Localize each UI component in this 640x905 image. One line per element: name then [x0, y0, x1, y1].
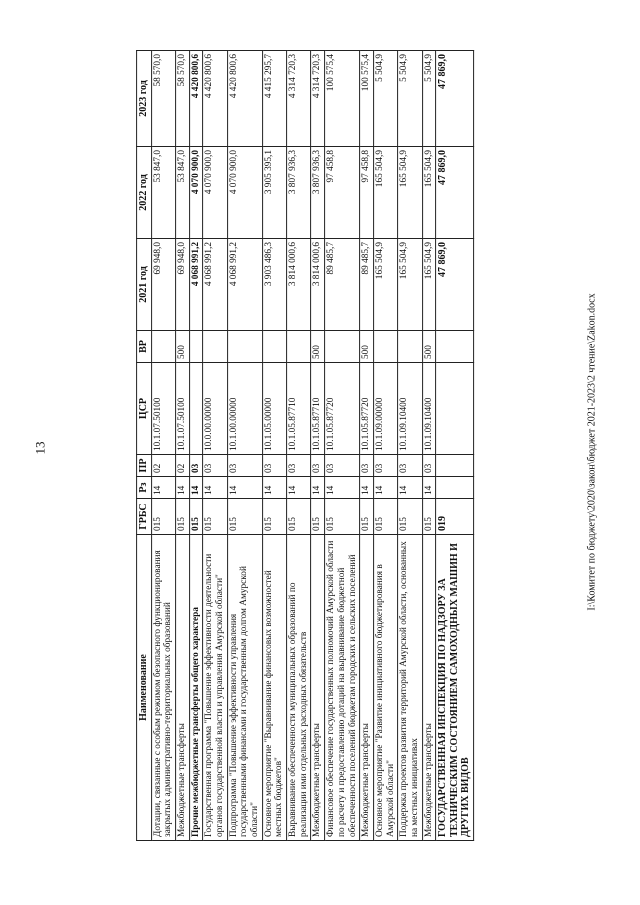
cell-y2023: 4 420 800,6: [203, 51, 227, 147]
cell-rz: 14: [422, 477, 436, 499]
cell-y2021: 165 504,9: [373, 239, 397, 331]
cell-rz: 14: [311, 477, 325, 499]
cell-y2021: 4 068 991,2: [189, 239, 203, 331]
cell-y2022: 53 847,0: [175, 147, 189, 239]
cell-pr: 03: [311, 455, 325, 477]
cell-grbs: 015: [311, 499, 325, 535]
budget-table: [136, 50, 474, 841]
cell-y2023: 5 504,9: [373, 51, 397, 147]
cell-y2022: 3 807 936,3: [311, 147, 325, 239]
cell-grbs: 019: [436, 499, 474, 535]
cell-grbs: 015: [398, 499, 422, 535]
cell-y2023: 4 314 720,3: [311, 51, 325, 147]
cell-name: Межбюджетные трансферты: [422, 535, 436, 841]
cell-csr: 10.1.05.87720: [325, 363, 360, 455]
cell-y2022: 97 458,8: [325, 147, 360, 239]
cell-rz: 14: [373, 477, 397, 499]
table-row: [373, 51, 397, 841]
cell-y2021: 165 504,9: [398, 239, 422, 331]
budget-table-wrapper: [136, 51, 474, 841]
cell-y2021: 165 504,9: [422, 239, 436, 331]
cell-y2022: 3 807 936,3: [287, 147, 311, 239]
cell-grbs: 015: [325, 499, 360, 535]
cell-y2022: 53 847,0: [151, 147, 175, 239]
cell-rz: 14: [227, 477, 262, 499]
cell-grbs: 015: [373, 499, 397, 535]
cell-name: Выравнивание обеспеченности муниципальных образований по реализации ими отдельных расходных обязательств: [287, 535, 311, 841]
cell-rz: 14: [325, 477, 360, 499]
table-row: [203, 51, 227, 841]
cell-grbs: 015: [203, 499, 227, 535]
cell-name: Межбюджетные трансферты: [360, 535, 374, 841]
cell-y2023: 5 504,9: [398, 51, 422, 147]
cell-y2022: 3 905 395,1: [262, 147, 286, 239]
header-2023: 2023 год: [137, 51, 152, 147]
cell-y2023: 4 415 295,7: [262, 51, 286, 147]
cell-csr: 10.0.00.00000: [203, 363, 227, 455]
table-row: [227, 51, 262, 841]
cell-y2023: 58 570,0: [151, 51, 175, 147]
cell-name: Дотации, связанные с особым режимом безопасного функционирования закрытых административно-территориальных образований: [151, 535, 175, 841]
cell-grbs: 015: [422, 499, 436, 535]
cell-y2021: 69 948,0: [151, 239, 175, 331]
cell-y2021: 3 903 486,3: [262, 239, 286, 331]
table-row: [325, 51, 360, 841]
cell-rz: 14: [175, 477, 189, 499]
header-rz: Рз: [137, 477, 152, 499]
table-header-row: [137, 51, 152, 841]
cell-pr: 02: [151, 455, 175, 477]
cell-grbs: 015: [360, 499, 374, 535]
cell-csr: [189, 363, 203, 455]
cell-grbs: 015: [151, 499, 175, 535]
footer-file-path: I:\Комитет по бюджету\2020\закон\бюджет 2021-2023\2 чтение\Zakon.docx: [586, 293, 598, 611]
cell-y2023: 47 869,0: [436, 51, 474, 147]
table-body: [151, 51, 473, 841]
cell-y2022: 4 070 900,0: [203, 147, 227, 239]
cell-csr: 10.1.09.10400: [398, 363, 422, 455]
cell-csr: 10.1.09.10400: [422, 363, 436, 455]
cell-y2023: 4 420 800,6: [189, 51, 203, 147]
header-2022: 2022 год: [137, 147, 152, 239]
cell-csr: [436, 363, 474, 455]
cell-y2021: 3 814 000,6: [311, 239, 325, 331]
cell-csr: 10.1.05.87710: [311, 363, 325, 455]
cell-pr: 03: [360, 455, 374, 477]
cell-grbs: 015: [262, 499, 286, 535]
table-row: [436, 51, 474, 841]
cell-csr: 10.1.00.00000: [227, 363, 262, 455]
cell-y2021: 3 814 000,6: [287, 239, 311, 331]
cell-vr: 500: [175, 331, 189, 363]
cell-csr: 10.1.05.87710: [287, 363, 311, 455]
cell-vr: [436, 331, 474, 363]
header-grbs: ГРБС: [137, 499, 152, 535]
header-csr: ЦСР: [137, 363, 152, 455]
cell-vr: [227, 331, 262, 363]
cell-pr: 03: [189, 455, 203, 477]
cell-y2022: 4 070 900,0: [189, 147, 203, 239]
cell-name: Основное мероприятие "Выравнивание финансовых возможностей местных бюджетов": [262, 535, 286, 841]
cell-name: Прочие межбюджетные трансферты общего характера: [189, 535, 203, 841]
header-pr: ПР: [137, 455, 152, 477]
cell-y2021: 4 068 991,2: [203, 239, 227, 331]
cell-name: Государственная программа "Повышение эффективности деятельности органов государственной власти и управления Амурской области": [203, 535, 227, 841]
cell-name: Межбюджетные трансферты: [175, 535, 189, 841]
cell-pr: 03: [287, 455, 311, 477]
cell-csr: 10.1.07.50100: [151, 363, 175, 455]
cell-y2022: 47 869,0: [436, 147, 474, 239]
cell-name: Подпрограмма "Повышение эффективности управления государственными финансами и государственным долгом Амурской области": [227, 535, 262, 841]
header-name: Наименование: [137, 535, 152, 841]
page-number: 13: [32, 441, 48, 455]
table-row: [287, 51, 311, 841]
cell-y2023: 5 504,9: [422, 51, 436, 147]
cell-y2023: 4 420 800,6: [227, 51, 262, 147]
cell-vr: [398, 331, 422, 363]
cell-y2023: 100 575,4: [325, 51, 360, 147]
table-row: [175, 51, 189, 841]
table-row: [398, 51, 422, 841]
cell-vr: [262, 331, 286, 363]
cell-y2022: 165 504,9: [398, 147, 422, 239]
cell-y2022: 165 504,9: [373, 147, 397, 239]
cell-csr: 10.1.07.50100: [175, 363, 189, 455]
cell-pr: 03: [325, 455, 360, 477]
cell-rz: 14: [360, 477, 374, 499]
table-row: [189, 51, 203, 841]
cell-csr: 10.1.05.87720: [360, 363, 374, 455]
cell-vr: [325, 331, 360, 363]
table-row: [151, 51, 175, 841]
header-2021: 2021 год: [137, 239, 152, 331]
cell-rz: [436, 477, 474, 499]
cell-vr: [287, 331, 311, 363]
cell-vr: 500: [360, 331, 374, 363]
cell-vr: 500: [422, 331, 436, 363]
cell-y2023: 100 575,4: [360, 51, 374, 147]
cell-rz: 14: [189, 477, 203, 499]
cell-y2021: 89 485,7: [360, 239, 374, 331]
cell-grbs: 015: [175, 499, 189, 535]
cell-name: Финансовое обеспечение государственных полномочий Амурской области по расчету и предоставлению дотаций на выравнивание бюджетной обеспеченности поселений бюджетам городских и сельских поселений: [325, 535, 360, 841]
cell-pr: 03: [203, 455, 227, 477]
cell-y2022: 97 458,8: [360, 147, 374, 239]
cell-y2021: 4 068 991,2: [227, 239, 262, 331]
cell-y2023: 4 314 720,3: [287, 51, 311, 147]
cell-grbs: 015: [227, 499, 262, 535]
cell-vr: [189, 331, 203, 363]
cell-name: Межбюджетные трансферты: [311, 535, 325, 841]
cell-vr: [373, 331, 397, 363]
cell-pr: 03: [422, 455, 436, 477]
cell-pr: 02: [175, 455, 189, 477]
cell-rz: 14: [398, 477, 422, 499]
cell-grbs: 015: [287, 499, 311, 535]
cell-y2021: 89 485,7: [325, 239, 360, 331]
cell-y2021: 69 948,0: [175, 239, 189, 331]
cell-name: Поддержка проектов развития территорий Амурской области, основанных на местных инициативах: [398, 535, 422, 841]
header-vr: ВР: [137, 331, 152, 363]
table-row: [360, 51, 374, 841]
cell-y2023: 58 570,0: [175, 51, 189, 147]
cell-grbs: 015: [189, 499, 203, 535]
cell-csr: 10.1.09.00000: [373, 363, 397, 455]
cell-rz: 14: [287, 477, 311, 499]
table-row: [422, 51, 436, 841]
cell-name: Основное мероприятие "Развитие инициативного бюджетирования в Амурской области": [373, 535, 397, 841]
cell-rz: 14: [203, 477, 227, 499]
cell-vr: 500: [311, 331, 325, 363]
cell-pr: 03: [227, 455, 262, 477]
cell-pr: 03: [398, 455, 422, 477]
table-row: [311, 51, 325, 841]
cell-name: ГОСУДАРСТВЕННАЯ ИНСПЕКЦИЯ ПО НАДЗОРУ ЗА ТЕХНИЧЕСКИМ СОСТОЯНИЕМ САМОХОДНЫХ МАШИН И ДРУГИХ ВИДОВ: [436, 535, 474, 841]
cell-pr: 03: [373, 455, 397, 477]
cell-pr: 03: [262, 455, 286, 477]
table-row: [262, 51, 286, 841]
cell-y2022: 4 070 900,0: [227, 147, 262, 239]
cell-vr: [203, 331, 227, 363]
cell-rz: 14: [151, 477, 175, 499]
cell-vr: [151, 331, 175, 363]
cell-csr: 10.1.05.00000: [262, 363, 286, 455]
cell-y2022: 165 504,9: [422, 147, 436, 239]
cell-pr: [436, 455, 474, 477]
cell-rz: 14: [262, 477, 286, 499]
cell-y2021: 47 869,0: [436, 239, 474, 331]
